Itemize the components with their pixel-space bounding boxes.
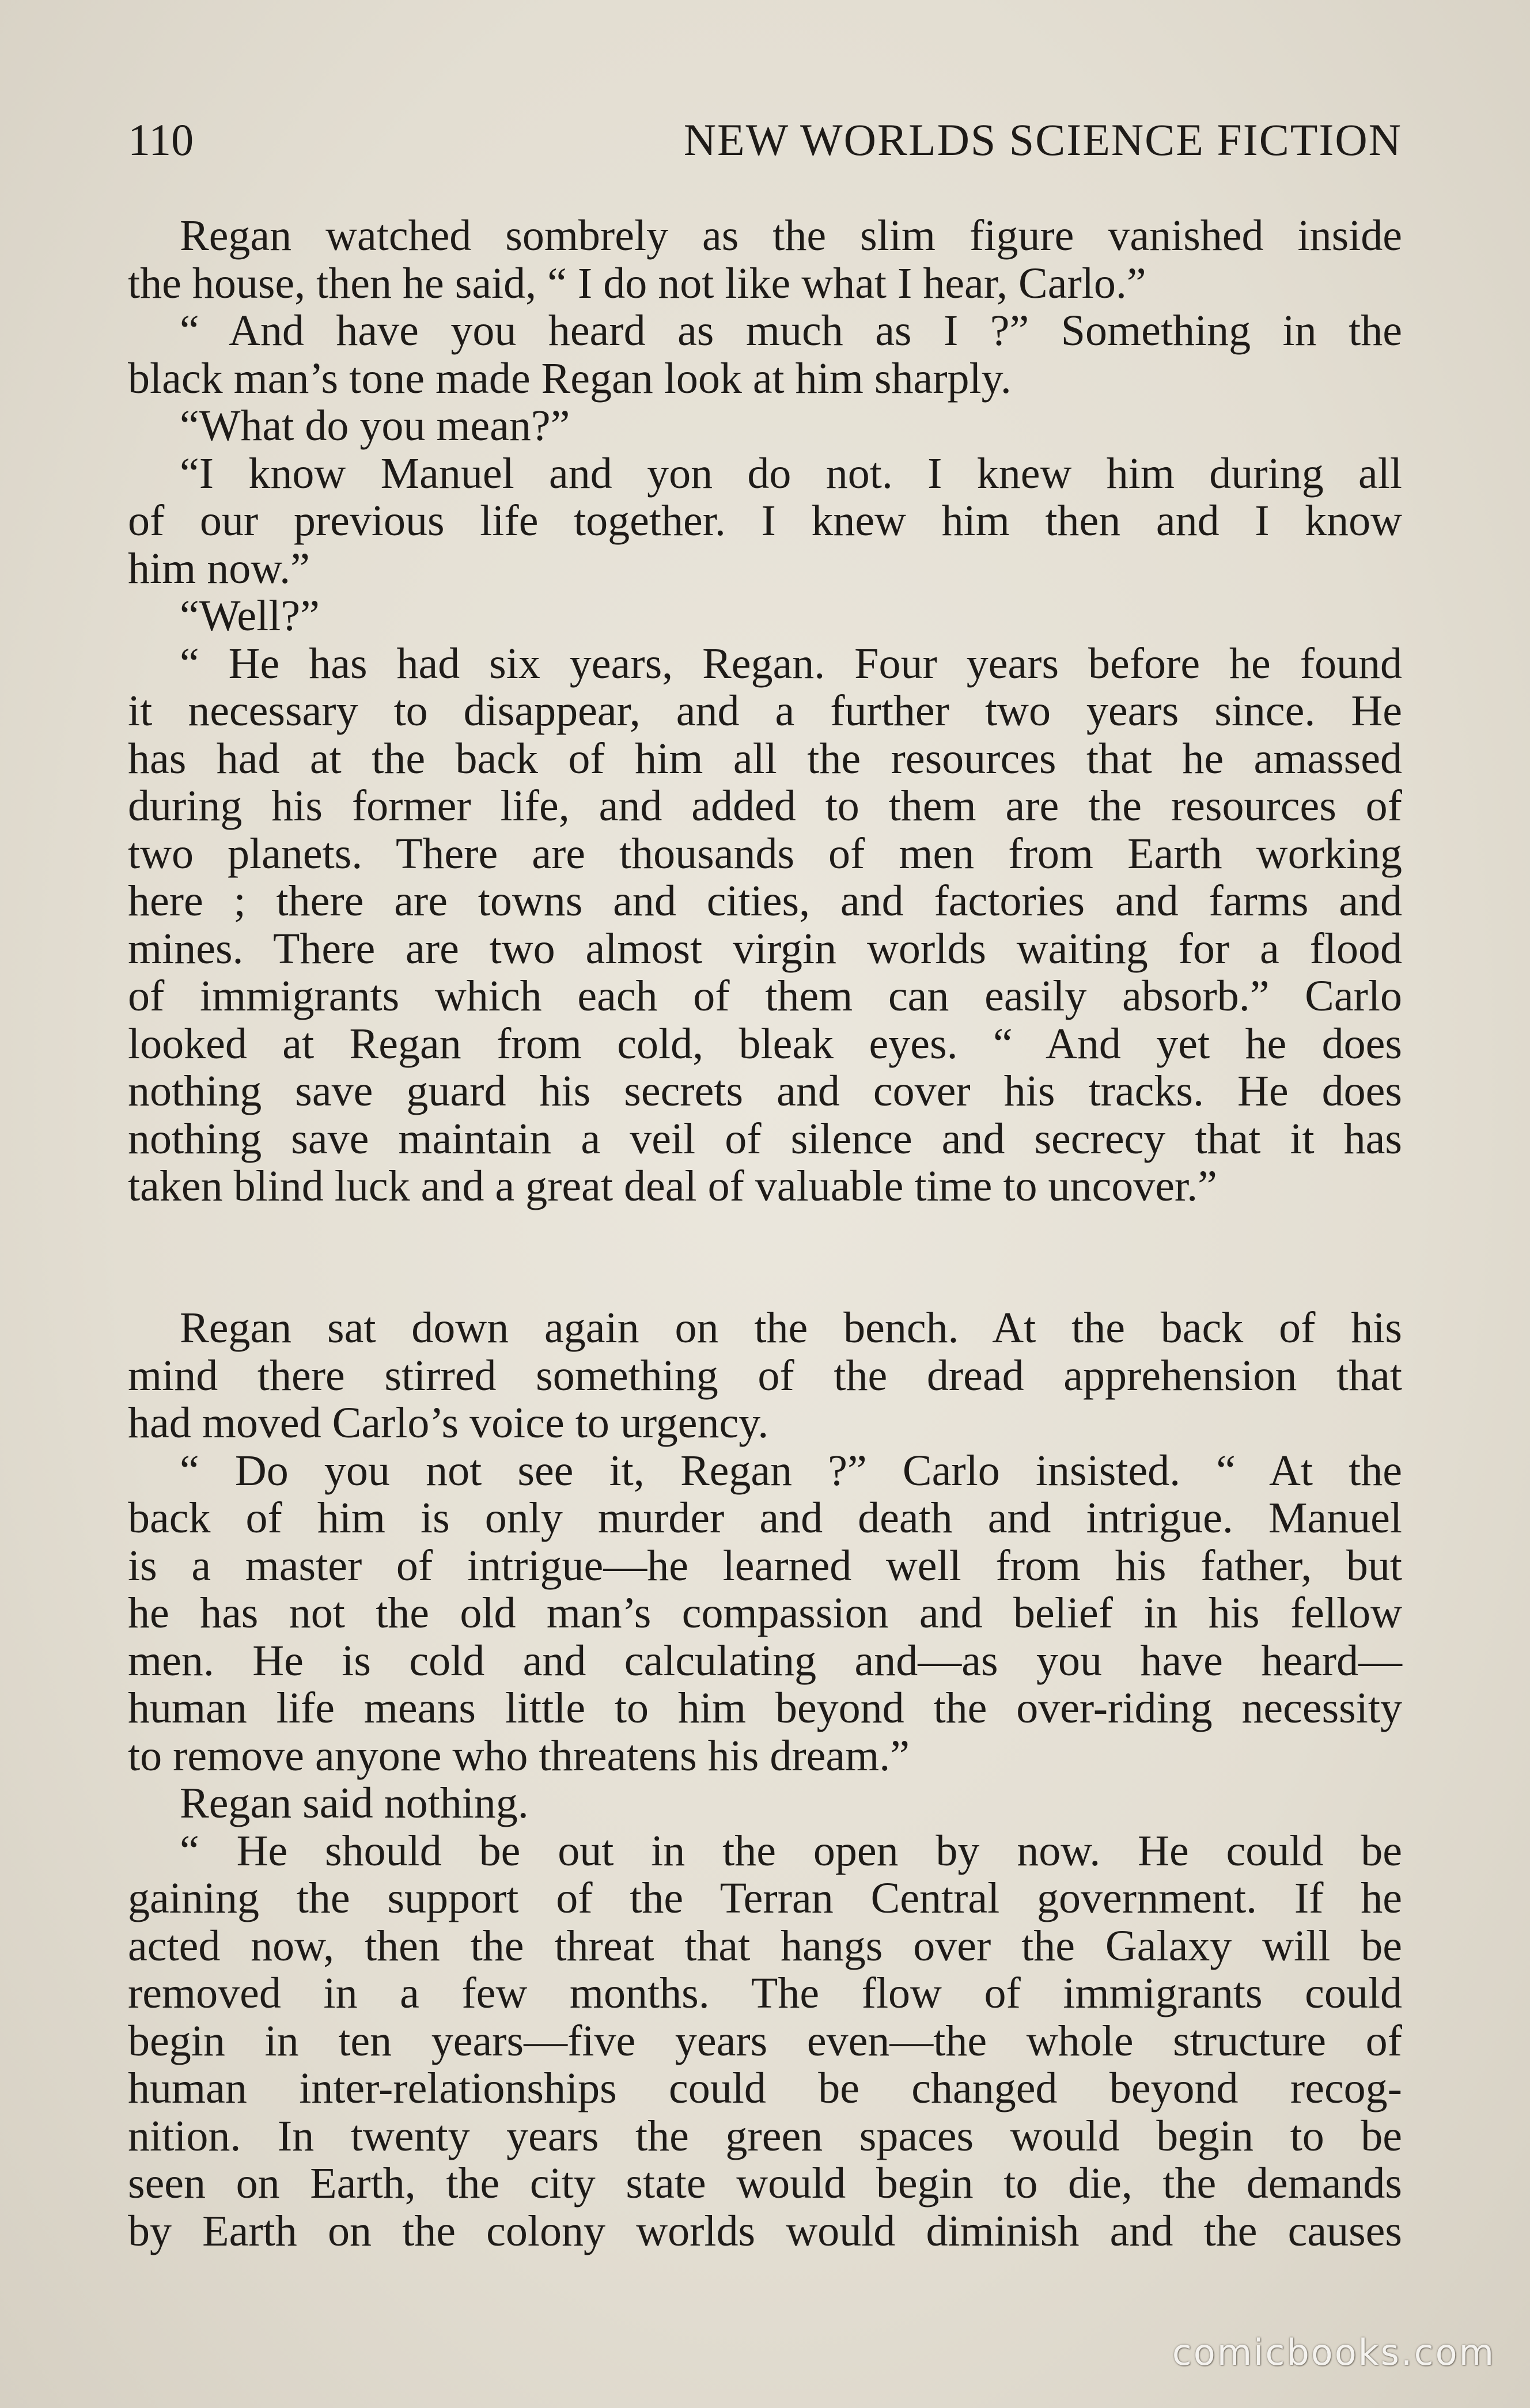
running-title: NEW WORLDS SCIENCE FICTION	[683, 115, 1402, 165]
text-line: Regan sat down again on the bench. At the back of his	[180, 1304, 1402, 1352]
text-line: nition. In twenty years the green spaces would begin to be	[128, 2111, 1402, 2160]
text-line: “ And have you heard as much as I ?” Something in the	[180, 306, 1402, 355]
text-line: of immigrants which each of them can easily absorb.” Carlo	[128, 972, 1402, 1020]
text-line: has had at the back of him all the resources that he amassed	[128, 734, 1402, 783]
text-line: by Earth on the colony worlds would diminish and the causes	[128, 2206, 1402, 2255]
text-line: nothing save guard his secrets and cover his tracks. He does	[128, 1067, 1402, 1115]
text-line: the house, then he said, “ I do not like what I hear, Carlo.”	[128, 259, 1146, 308]
text-line: looked at Regan from cold, bleak eyes. “ And yet he does	[128, 1019, 1402, 1068]
text-line: had moved Carlo’s voice to urgency.	[128, 1399, 769, 1447]
text-line: “What do you mean?”	[180, 402, 570, 450]
text-line: nothing save maintain a veil of silence and secrecy that it has	[128, 1114, 1402, 1163]
text-line: to remove anyone who threatens his dream.”	[128, 1731, 910, 1780]
page-header	[128, 111, 1402, 169]
watermark-logo: comicbooks.com	[1172, 2331, 1495, 2373]
text-section-2	[128, 1304, 1402, 2255]
text-line: acted now, then the threat that hangs over the Galaxy will be	[128, 1921, 1402, 1970]
text-line: human inter-relationships could be changed beyond recog-	[128, 2064, 1402, 2112]
text-line: men. He is cold and calculating and—as you have heard—	[128, 1636, 1402, 1685]
text-line: “Well?”	[180, 592, 320, 640]
text-line: two planets. There are thousands of men from Earth working	[128, 829, 1402, 878]
text-line: him now.”	[128, 544, 310, 593]
text-line: “ Do you not see it, Regan ?” Carlo insisted. “ At the	[180, 1446, 1402, 1495]
text-line: taken blind luck and a great deal of valuable time to uncover.”	[128, 1162, 1217, 1210]
text-line: “ He has had six years, Regan. Four years before he found	[180, 639, 1402, 688]
text-section-1	[128, 212, 1402, 1210]
text-line: Regan watched sombrely as the slim figure vanished inside	[180, 211, 1402, 260]
text-line: “I know Manuel and yon do not. I knew him during all	[180, 449, 1402, 498]
text-line: black man’s tone made Regan look at him sharply.	[128, 354, 1012, 403]
text-line: here ; there are towns and cities, and factories and farms and	[128, 877, 1402, 925]
text-line: gaining the support of the Terran Central government. If he	[128, 1874, 1402, 1922]
text-line: is a master of intrigue—he learned well from his father, but	[128, 1541, 1402, 1590]
text-line: removed in a few months. The flow of immigrants could	[128, 1969, 1402, 2017]
text-line: during his former life, and added to them are the resources of	[128, 782, 1402, 830]
text-line: human life means little to him beyond the over-riding necessity	[128, 1684, 1402, 1732]
text-line: back of him is only murder and death and intrigue. Manuel	[128, 1494, 1402, 1542]
text-line: of our previous life together. I knew him then and I know	[128, 497, 1402, 545]
text-line: it necessary to disappear, and a further two years since. He	[128, 687, 1402, 735]
text-line: “ He should be out in the open by now. He could be	[180, 1826, 1402, 1875]
text-line: mines. There are two almost virgin worlds waiting for a flood	[128, 924, 1402, 973]
text-line: mind there stirred something of the dread apprehension that	[128, 1351, 1402, 1400]
text-line: begin in ten years—five years even—the whole structure of	[128, 2016, 1402, 2065]
text-line: he has not the old man’s compassion and belief in his fellow	[128, 1589, 1402, 1637]
page-number: 110	[128, 115, 194, 165]
text-line: Regan said nothing.	[180, 1779, 529, 1827]
text-line: seen on Earth, the city state would begin to die, the demands	[128, 2159, 1402, 2208]
